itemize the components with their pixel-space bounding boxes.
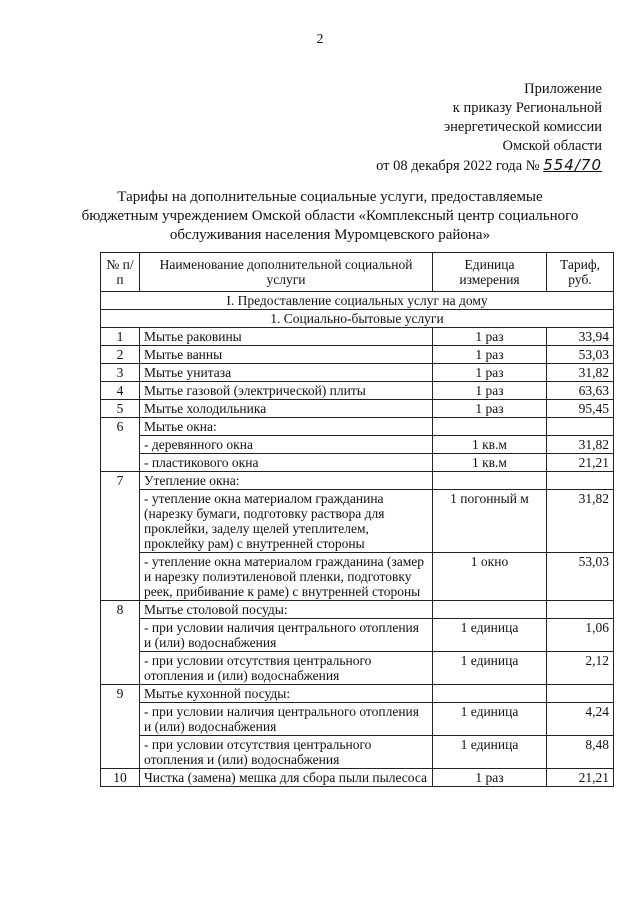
row-unit: 1 единица — [433, 652, 547, 685]
row-price: 63,63 — [547, 382, 614, 400]
row-num: 8 — [101, 601, 140, 685]
row-unit: 1 окно — [433, 553, 547, 601]
table-row — [101, 769, 614, 787]
row-unit: 1 раз — [433, 328, 547, 346]
row-unit: 1 раз — [433, 382, 547, 400]
table-row — [101, 553, 614, 601]
table-row — [101, 328, 614, 346]
header-price: Тариф, руб. — [547, 253, 614, 292]
table-row — [101, 436, 614, 454]
table-row — [101, 703, 614, 736]
group-title: Мытье окна: — [140, 418, 433, 436]
group-header-row — [101, 601, 614, 619]
row-unit: 1 кв.м — [433, 436, 547, 454]
row-price: 21,21 — [547, 454, 614, 472]
row-num: 5 — [101, 400, 140, 418]
row-price: 31,82 — [547, 436, 614, 454]
row-name: Мытье ванны — [140, 346, 433, 364]
table-header-row — [101, 253, 614, 292]
appendix-line-2: к приказу Региональной — [452, 100, 602, 116]
subsection-row — [101, 310, 614, 328]
row-num: 2 — [101, 346, 140, 364]
table-row — [101, 490, 614, 553]
header-name: Наименование дополнительной социальной услуги — [140, 253, 433, 292]
row-name: - при условии наличия центрального отопления и (или) водоснабжения — [140, 703, 433, 736]
row-price: 4,24 — [547, 703, 614, 736]
appendix-line-4: Омской области — [502, 138, 602, 154]
header-unit: Единица измерения — [433, 253, 547, 292]
header-num: № п/п — [101, 253, 140, 292]
row-unit: 1 единица — [433, 736, 547, 769]
row-unit: 1 раз — [433, 346, 547, 364]
row-price: 53,03 — [547, 346, 614, 364]
group-title: Мытье кухонной посуды: — [140, 685, 433, 703]
appendix-block — [376, 80, 602, 176]
row-price: 1,06 — [547, 619, 614, 652]
row-name: - утепление окна материалом гражданина (замер и нарезку полиэтиленовой пленки, подготовку реек, прибивание к раме) с внутренней стороны — [140, 553, 433, 601]
row-num: 10 — [101, 769, 140, 787]
appendix-line-3: энергетической комиссии — [443, 119, 602, 135]
row-name: Мытье унитаза — [140, 364, 433, 382]
row-num: 4 — [101, 382, 140, 400]
table-row — [101, 364, 614, 382]
row-name: - при условии отсутствия центрального отопления и (или) водоснабжения — [140, 652, 433, 685]
row-price: 2,12 — [547, 652, 614, 685]
appendix-date: от 08 декабря 2022 года № — [376, 158, 540, 174]
row-num: 1 — [101, 328, 140, 346]
row-name: - деревянного окна — [140, 436, 433, 454]
group-header-row — [101, 472, 614, 490]
subsection-title: 1. Социально-бытовые услуги — [101, 310, 614, 328]
section-row — [101, 292, 614, 310]
order-number: 554/70 — [543, 156, 602, 174]
group-title: Мытье столовой посуды: — [140, 601, 433, 619]
row-name: - пластикового окна — [140, 454, 433, 472]
row-name: Чистка (замена) мешка для сбора пыли пылесоса — [140, 769, 433, 787]
table-row — [101, 619, 614, 652]
row-unit: 1 кв.м — [433, 454, 547, 472]
row-unit: 1 раз — [433, 364, 547, 382]
row-name: - при условии отсутствия центрального отопления и (или) водоснабжения — [140, 736, 433, 769]
table-row — [101, 382, 614, 400]
row-unit: 1 раз — [433, 769, 547, 787]
row-unit: 1 единица — [433, 619, 547, 652]
row-unit: 1 погонный м — [433, 490, 547, 553]
table-row — [101, 400, 614, 418]
document-title: Тарифы на дополнительные социальные услуги, предоставляемые бюджетным учреждением Омской области «Комплексный центр социального обслуживания населения Муромцевского района» — [81, 189, 579, 243]
row-price: 53,03 — [547, 553, 614, 601]
row-unit: 1 единица — [433, 703, 547, 736]
row-num: 9 — [101, 685, 140, 769]
row-name: - утепление окна материалом гражданина (нарезку бумаги, подготовку раствора для проклейки, заделу щелей утеплителем, проклейку рам) с внутренней стороны — [140, 490, 433, 553]
appendix-date-line — [376, 156, 602, 176]
row-unit: 1 раз — [433, 400, 547, 418]
row-num: 6 — [101, 418, 140, 472]
table-row — [101, 736, 614, 769]
row-price: 31,82 — [547, 364, 614, 382]
group-title: Утепление окна: — [140, 472, 433, 490]
row-name: Мытье газовой (электрической) плиты — [140, 382, 433, 400]
row-name: Мытье раковины — [140, 328, 433, 346]
row-name: - при условии наличия центрального отопления и (или) водоснабжения — [140, 619, 433, 652]
row-num: 7 — [101, 472, 140, 601]
row-price: 21,21 — [547, 769, 614, 787]
table-row — [101, 346, 614, 364]
row-num: 3 — [101, 364, 140, 382]
row-price: 8,48 — [547, 736, 614, 769]
group-header-row — [101, 418, 614, 436]
group-header-row — [101, 685, 614, 703]
row-price: 33,94 — [547, 328, 614, 346]
row-price: 95,45 — [547, 400, 614, 418]
row-price: 31,82 — [547, 490, 614, 553]
table-row — [101, 454, 614, 472]
row-name: Мытье холодильника — [140, 400, 433, 418]
page-number: 2 — [316, 32, 324, 47]
appendix-line-1: Приложение — [524, 81, 602, 97]
table-row — [101, 652, 614, 685]
section-title: I. Предоставление социальных услуг на дому — [101, 292, 614, 310]
tariff-table — [100, 252, 614, 787]
